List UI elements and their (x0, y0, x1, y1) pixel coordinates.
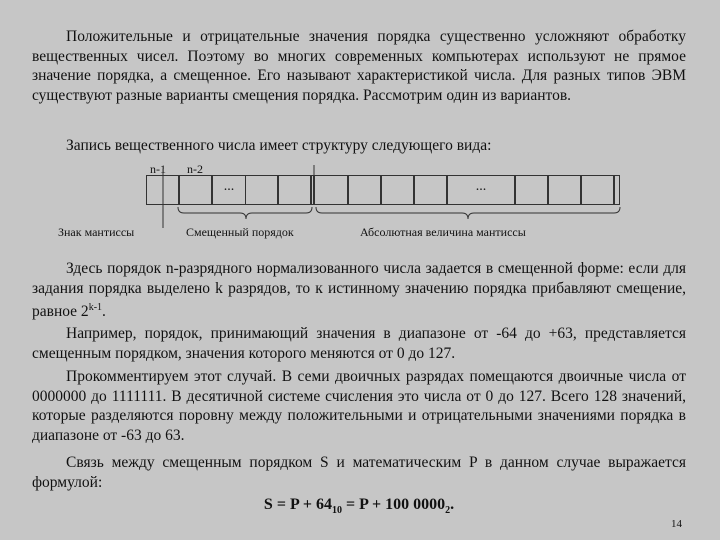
formula-end: . (450, 496, 455, 513)
formula-part-1: S = P + 64 (263, 496, 332, 513)
formula-subscript-2: 2 (445, 505, 451, 517)
bit-label-n-1: n-1 (150, 162, 166, 176)
paragraph-bias (32, 259, 686, 322)
exponent-ellipsis: ... (223, 179, 235, 194)
page-number: 14 (671, 518, 682, 530)
paragraph-comment: Прокомментируем этот случай. В семи двоичных разрядах помещаются двоичные числа от 0000000 до 1111111. В десятичной системе счисления это числа от 0 до 127. Всего 128 значений, которые разделяются поровну между положительными и отрицательными значениями порядка в диапазоне от -63 до 63. (32, 368, 686, 444)
formula-subscript-10: 10 (331, 505, 342, 517)
formula (32, 495, 686, 521)
paragraph-bias-text: Здесь порядок n-разрядного нормализованного числа задается в смещенной форме: если для задания порядка выделено k разрядов, то к истинному значению порядка прибавляют смещение, равное 2 (32, 260, 686, 321)
label-sign-mantissa: Знак мантиссы (58, 225, 135, 239)
label-mantissa-magnitude: Абсолютная величина мантиссы (360, 225, 526, 239)
mantissa-ellipsis: ... (475, 179, 487, 194)
label-biased-exponent: Смещенный порядок (186, 225, 294, 239)
paragraph-structure: Запись вещественного числа имеет структуру следующего вида: (66, 137, 492, 154)
paragraph-example: Например, порядок, принимающий значения в диапазоне от -64 до +63, представляется смещенным порядком, значения которого меняются от 0 до 127. (32, 325, 686, 362)
mantissa-brace (316, 207, 620, 219)
bias-exponent-sup: k-1 (88, 302, 103, 313)
paragraph-formula-intro: Связь между смещенным порядком S и математическим P в данном случае выражается формулой: (32, 454, 686, 491)
exponent-brace (178, 207, 312, 219)
paragraph-intro: Положительные и отрицательные значения порядка существенно усложняют обработку вещественных чисел. Поэтому во многих современных компьютерах используют не прямое значение порядка, а смещенное. Его называют характеристикой числа. Для разных типов ЭВМ существуют разные варианты смещения порядка. Рассмотрим один из вариантов. (32, 28, 686, 104)
paragraph-bias-end: . (102, 303, 106, 321)
bit-label-n-2: n-2 (187, 162, 203, 176)
formula-part-2: = P + 100 0000 (341, 496, 446, 513)
